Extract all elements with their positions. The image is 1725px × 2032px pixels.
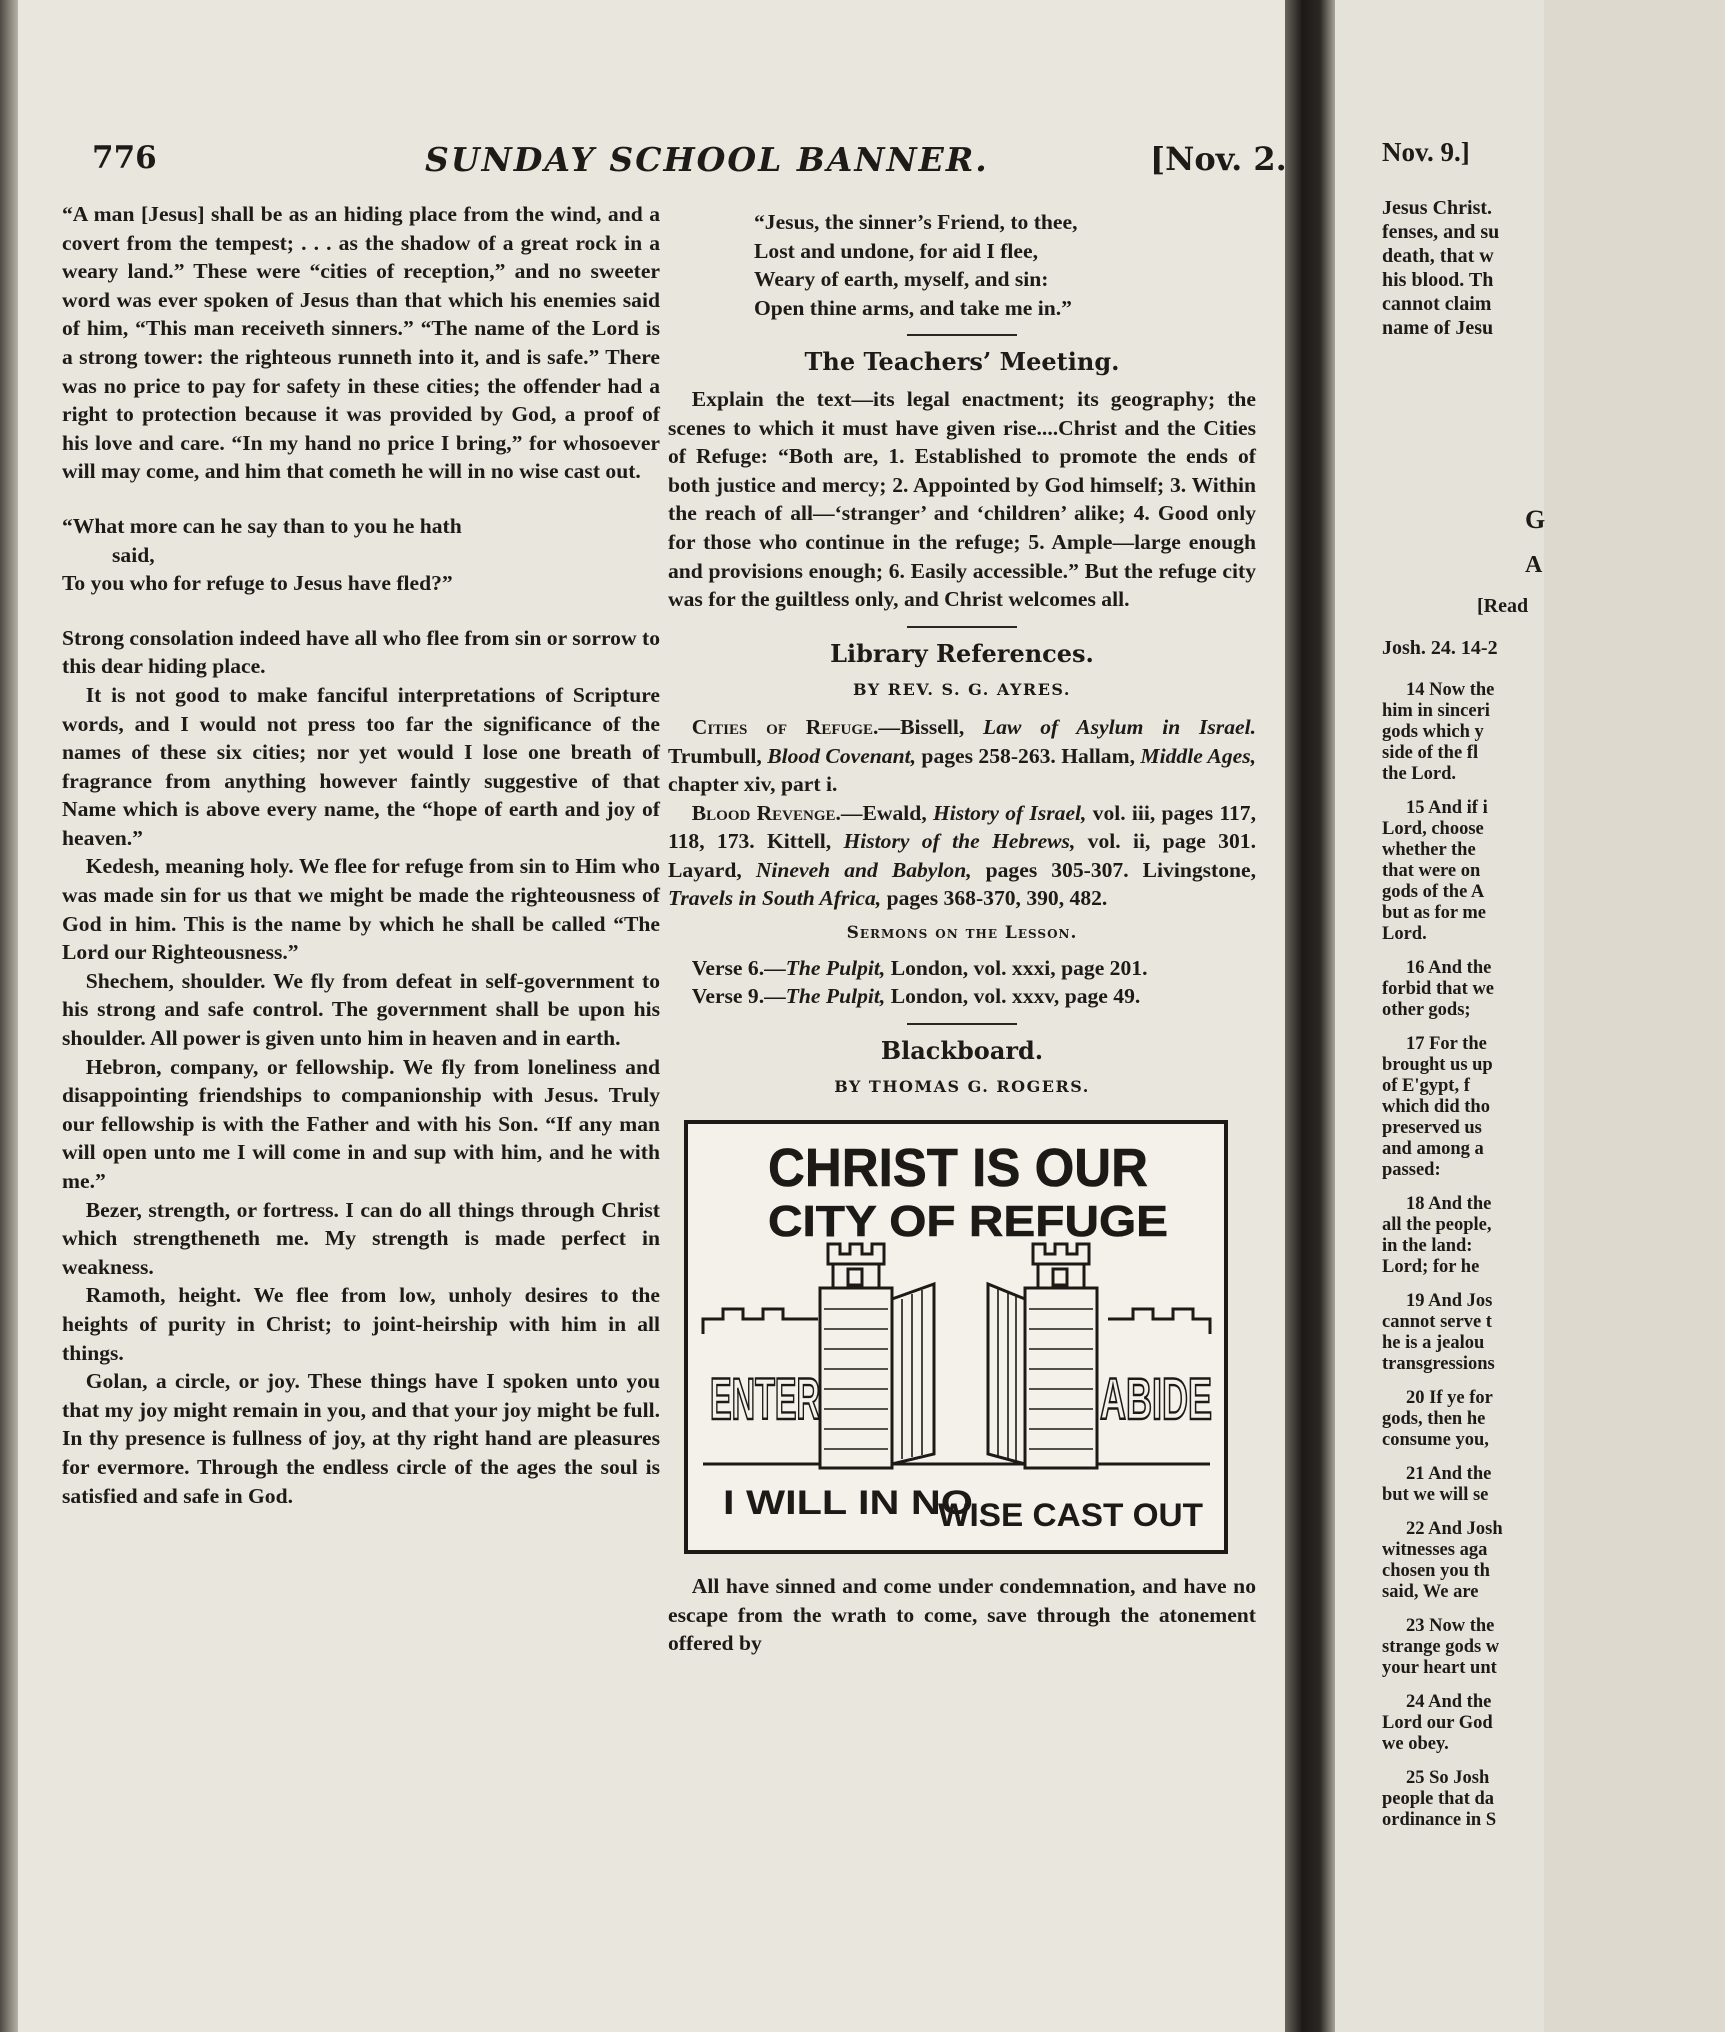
blood-revenge-references: Blood Revenge.—Ewald, History of Israel, vol. iii, pages 117, 118, 173. Kittell, History of the Hebrews, vol. ii, page 301. Layard, Nineveh and Babylon, pages 305-307. Livingstone, Travels in South Africa, pages 368-370, 390, 482. [668,800,1257,911]
sermon-reference: Verse 9.—The Pulpit, London, vol. xxxv, page 49. [691,984,1141,1009]
teachers-meeting-heading: The Teachers’ Meeting. [804,347,1120,377]
facing-verse: 16 And the forbid that we other gods; [1382,958,1495,1020]
left-column [62,200,660,1510]
blackboard-line-1: CHRIST IS OUR [768,1138,1148,1199]
blackboard-byline: BY THOMAS G. ROGERS. [834,1077,1090,1097]
facing-verse: 14 Now the him in sinceri gods which y side of the fl the Lord. [1382,680,1495,784]
paragraph: Golan, a circle, or joy. These things have I spoken unto you that my joy might remain in you, and that your joy might be full. In thy presence is fullness of joy, at thy right hand are pleasures for evermore. Through the endless circle of the ages the soul is satisfied and safe in God. [62,1369,660,1508]
sermon-reference: Verse 6.—The Pulpit, London, vol. xxxi, page 201. [691,955,1148,980]
facing-verse: 19 And Jos cannot serve t he is a jealou transgressions [1382,1291,1495,1374]
teachers-meeting-text: Explain the text—its legal enactment; its geography; the scenes to which it must have given rise....Christ and the Cities of Refuge: “Both are, 1. Established to promote the ends of both justice and mercy; 2. Appointed by God himself; 3. Within the reach of all—‘stranger’ and ‘children’ alike; 4. Good only for those who continue in the refuge; 5. Ample—large enough and provisions enough; 6. Easily accessible.” But the refuge city was for the guiltless only, and Christ welcomes all. [668,386,1256,612]
facing-verse: 15 And if i Lord, choose whether the that were on gods of the A but as for me Lord. [1382,798,1488,944]
cities-of-refuge-references: Cities of Refuge.—Bissell, Law of Asylum in Israel. Trumbull, Blood Covenant, pages 258-263. Hallam, Middle Ages, chapter xiv, part i. [668,714,1256,797]
facing-page-intro: Jesus Christ. fenses, and su death, that w his blood. Th cannot claim name of Jesu [1382,197,1500,339]
poem-line: said, [112,542,155,567]
blackboard-heading: Blackboard. [880,1035,1044,1065]
right-column [668,208,1256,1658]
facing-verse: 18 And the all the people, in the land: Lord; for he [1382,1194,1492,1277]
library-references-heading: Library References. [830,638,1094,668]
poem-line: Weary of earth, myself, and sin: [754,267,1049,292]
running-title: SUNDAY SCHOOL BANNER. [425,140,989,179]
blackboard-bottom-b: WISE CAST OUT [938,1497,1204,1534]
book-gutter [1285,0,1335,2032]
poem-line: “Jesus, the sinner’s Friend, to thee, [754,210,1078,234]
blackboard-left-word: ENTER [710,1367,820,1433]
paragraph: Bezer, strength, or fortress. I can do all things through Christ which strengtheneth me. My strength is made perfect in weakness. [62,1197,660,1279]
divider [907,334,1017,336]
divider [907,626,1017,628]
facing-heading-a: A [1525,552,1543,578]
blackboard-bottom-a: I WILL IN NO [723,1484,973,1523]
facing-verse: 17 For the brought us up of E'gypt, f which did tho preserved us and among a passed: [1382,1034,1493,1180]
facing-verse: 23 Now the strange gods w your heart unt [1382,1616,1500,1678]
poem-line: Open thine arms, and take me in.” [754,295,1072,320]
paragraph: Shechem, shoulder. We fly from defeat in self-government to his strong and safe control. The government shall be upon his shoulder. All power is given unto him in heaven and in earth. [62,968,660,1051]
paragraph: Strong consolation indeed have all who flee from sin or sorrow to this dear hiding place. [62,625,660,679]
gates [892,1284,1025,1464]
page-number: 776 [92,140,157,176]
facing-read: [Read [1477,595,1529,617]
facing-reference: Josh. 24. 14-2 [1382,637,1498,659]
paragraph: It is not good to make fanciful interpretations of Scripture words, and I would not press too far the significance of the names of these six cities; nor yet would I lose one breath of fragrance from anything however faintly suggestive of that Name which is above every name, the “hope of earth and joy of heaven.” [62,682,660,850]
blackboard-drawing [688,1124,1224,1550]
right-tower [1025,1244,1097,1468]
poem-line: Lost and undone, for aid I flee, [754,238,1038,263]
facing-verse: 25 So Josh people that da ordinance in S [1382,1768,1497,1830]
blackboard-line-2: CITY OF REFUGE [768,1197,1168,1247]
blackboard-illustration [684,1120,1228,1554]
poem-line: “What more can he say than to you he hath [62,513,462,538]
facing-verse: 20 If ye for gods, then he consume you, [1382,1388,1493,1450]
paragraph: “A man [Jesus] shall be as an hiding place from the wind, and a covert from the tempest; . . . as the shadow of a great rock in a weary land.” These were “cities of reception,” and no sweeter word was ever spoken of Jesus than that which his enemies said of him, “This man receiveth sinners.” “The name of the Lord is a strong tower: the righteous runneth into it, and is safe.” There was no price to pay for safety in these cities; the offender had a right to protection because it was provided by God, a proof of his love and care. “In my hand no price I bring,” for whosoever will may come, and him that cometh he will in no wise cast out. [62,202,660,484]
facing-heading-g: G [1525,505,1546,534]
facing-verse: 24 And the Lord our God we obey. [1382,1692,1493,1754]
poem-line: To you who for refuge to Jesus have fled?” [62,571,453,596]
page-date: [Nov. 2. [1150,140,1287,178]
sermons-heading: Sermons on the Lesson. [846,923,1078,944]
facing-verses [1382,680,1582,1844]
library-byline: BY REV. S. G. AYRES. [853,680,1071,700]
paragraph: Hebron, company, or fellowship. We fly from loneliness and disappointing friendships to companionship with Jesus. Truly our fellowship is with the Father and with his Son. “If any man will open unto me I will come in and sup with him, and he with me.” [62,1054,660,1193]
divider [907,1023,1017,1025]
facing-page-date: Nov. 9.] [1382,137,1470,167]
paragraph: Kedesh, meaning holy. We flee for refuge from sin to Him who was made sin for us that we might be made the righteousness of God in him. This is the name by which he shall be called “The Lord our Righteousness.” [62,854,660,965]
poem-quote [62,512,660,598]
closing-paragraph: All have sinned and come under condemnation, and have no escape from the wrath to come, save through the atonement offered by [668,1574,1256,1656]
hymn-quote [668,208,1256,322]
facing-verse: 22 And Josh witnesses aga chosen you th said, We are [1382,1519,1503,1602]
facing-verse: 21 And the but we will se [1382,1464,1492,1505]
paragraph: Ramoth, height. We flee from low, unholy desires to the heights of purity in Christ; to joint-heirship with him in all things. [62,1283,660,1365]
left-tower [820,1244,892,1468]
book-edge [0,0,18,2032]
blackboard-right-word: ABIDE [1100,1367,1212,1433]
